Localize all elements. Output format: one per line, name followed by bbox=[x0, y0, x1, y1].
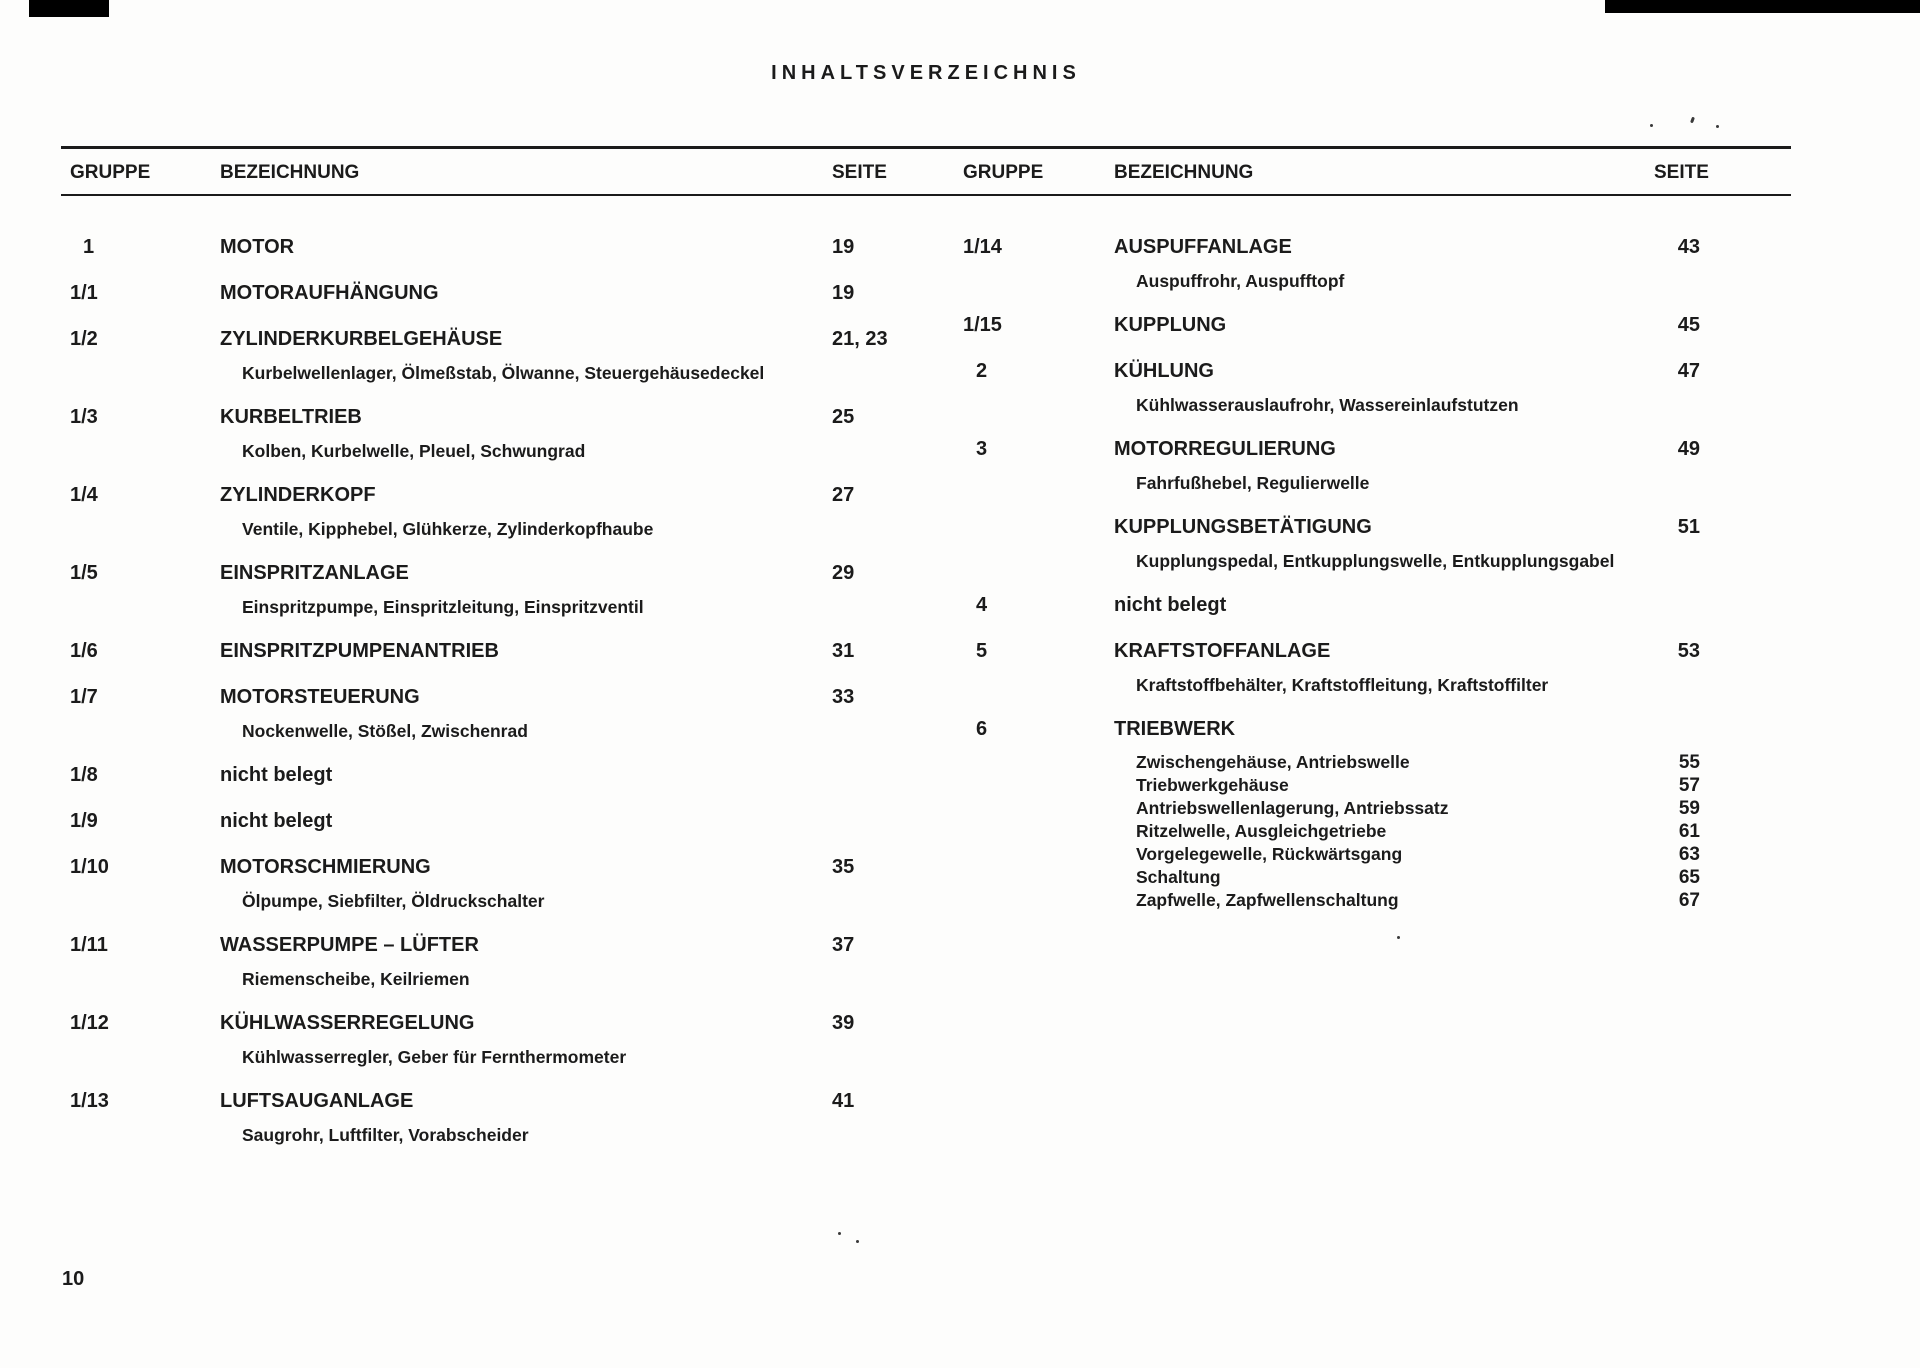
toc-entry bbox=[963, 514, 1700, 572]
toc-entry-row bbox=[70, 326, 932, 352]
toc-entry-row bbox=[70, 1088, 932, 1114]
toc-entry-subline bbox=[963, 751, 1700, 774]
entry-page-number: 19 bbox=[832, 236, 855, 258]
toc-entry bbox=[70, 1088, 932, 1146]
header-gruppe: GRUPPE bbox=[963, 162, 1044, 183]
toc-entry-row bbox=[963, 436, 1700, 462]
entry-group-number: 1 bbox=[83, 236, 95, 258]
entry-group-number: 1/14 bbox=[963, 236, 1002, 258]
entry-group-number: 6 bbox=[976, 718, 988, 740]
entry-group-number: 1/1 bbox=[70, 282, 98, 304]
divider-header bbox=[61, 194, 1791, 196]
entry-title: nicht belegt bbox=[220, 764, 333, 786]
entry-group-spacer bbox=[963, 797, 1114, 820]
entry-page-number: 29 bbox=[832, 562, 855, 584]
entry-page-spacer bbox=[832, 720, 932, 742]
entry-subtitle: Nockenwelle, Stößel, Zwischenrad bbox=[242, 721, 528, 741]
entry-page-number: 31 bbox=[832, 640, 855, 662]
entry-page-number: 41 bbox=[832, 1090, 855, 1112]
entry-page-number: 33 bbox=[832, 686, 855, 708]
entry-page-spacer bbox=[832, 1124, 932, 1146]
entry-group-number: 1/3 bbox=[70, 406, 98, 428]
entry-subtitle: Kurbelwellenlager, Ölmeßstab, Ölwanne, Steuergehäusedeckel bbox=[242, 363, 765, 383]
entry-page-number: 19 bbox=[832, 282, 855, 304]
entry-subtitle: Kolben, Kurbelwelle, Pleuel, Schwungrad bbox=[242, 441, 586, 461]
entry-page-number: 55 bbox=[1678, 752, 1700, 773]
entry-page-number: 57 bbox=[1678, 775, 1700, 796]
scan-noise bbox=[838, 1232, 841, 1235]
entry-group-spacer bbox=[70, 720, 220, 742]
entry-group-spacer bbox=[963, 866, 1114, 889]
toc-entry-subrow bbox=[70, 440, 932, 462]
toc-entry-row bbox=[70, 234, 932, 260]
entry-page-number: 47 bbox=[1677, 360, 1700, 382]
entry-group-spacer bbox=[70, 440, 220, 462]
entry-group-spacer bbox=[963, 270, 1114, 292]
entry-group-number: 4 bbox=[976, 594, 988, 616]
entry-page-spacer bbox=[832, 890, 932, 912]
entry-page-number: 21, 23 bbox=[832, 328, 888, 350]
entry-subtitle: Antriebswellenlagerung, Antriebssatz bbox=[1136, 798, 1449, 818]
entry-page-number: 37 bbox=[832, 934, 855, 956]
toc-entry-subrow bbox=[70, 362, 932, 384]
entry-page-number: 49 bbox=[1677, 438, 1700, 460]
entry-title: KÜHLWASSERREGELUNG bbox=[220, 1012, 475, 1034]
divider-top bbox=[61, 146, 1791, 149]
entry-title: nicht belegt bbox=[1114, 594, 1227, 616]
entry-title: ZYLINDERKOPF bbox=[220, 484, 376, 506]
toc-column-right bbox=[963, 234, 1700, 932]
entry-subtitle: Riemenscheibe, Keilriemen bbox=[242, 969, 470, 989]
entry-title: MOTORSTEUERUNG bbox=[220, 686, 420, 708]
entry-group-number: 5 bbox=[976, 640, 988, 662]
entry-group-number: 1/6 bbox=[70, 640, 98, 662]
toc-entry bbox=[70, 482, 932, 540]
entry-title: MOTORREGULIERUNG bbox=[1114, 438, 1336, 460]
entry-page-number bbox=[832, 762, 932, 788]
toc-entry bbox=[963, 358, 1700, 416]
entry-subtitle: Kühlwasserregler, Geber für Fernthermometer bbox=[242, 1047, 627, 1067]
toc-entry bbox=[963, 716, 1700, 912]
entry-group-spacer bbox=[963, 843, 1114, 866]
header-seite: SEITE bbox=[832, 162, 887, 183]
entry-group-number: 1/7 bbox=[70, 686, 98, 708]
toc-entry-subrow bbox=[70, 968, 932, 990]
toc-entry-row bbox=[963, 592, 1700, 618]
entry-group-spacer bbox=[70, 518, 220, 540]
entry-title: EINSPRITZPUMPENANTRIEB bbox=[220, 640, 499, 662]
page-title: INHALTSVERZEICHNIS bbox=[771, 62, 1081, 84]
header-seite: SEITE bbox=[1654, 162, 1709, 183]
toc-entry-subrow bbox=[963, 394, 1700, 416]
entry-page-number: 51 bbox=[1677, 516, 1700, 538]
header-bezeichnung: BEZEICHNUNG bbox=[220, 162, 360, 183]
entry-group-number: 2 bbox=[976, 360, 988, 382]
entry-group-spacer bbox=[70, 890, 220, 912]
scan-noise bbox=[1650, 124, 1653, 127]
entry-group-number: 1/2 bbox=[70, 328, 98, 350]
entry-subtitle: Ölpumpe, Siebfilter, Öldruckschalter bbox=[242, 891, 545, 911]
toc-entry-subrow bbox=[963, 270, 1700, 292]
entry-subtitle: Zwischengehäuse, Antriebswelle bbox=[1136, 752, 1410, 772]
toc-entry bbox=[70, 762, 932, 788]
entry-title: WASSERPUMPE – LÜFTER bbox=[220, 934, 479, 956]
entry-page-number: 53 bbox=[1677, 640, 1700, 662]
scan-noise bbox=[1716, 125, 1719, 128]
toc-entry-subline bbox=[963, 820, 1700, 843]
entry-page-number: 39 bbox=[832, 1012, 855, 1034]
toc-entry bbox=[70, 234, 932, 260]
toc-entry-row bbox=[70, 404, 932, 430]
entry-group-number: 1/8 bbox=[70, 764, 98, 786]
toc-entry-row bbox=[70, 280, 932, 306]
scan-noise bbox=[1397, 936, 1400, 939]
entry-group-spacer bbox=[963, 751, 1114, 774]
entry-subtitle: Einspritzpumpe, Einspritzleitung, Einspritzventil bbox=[242, 597, 644, 617]
entry-page-number: 67 bbox=[1678, 890, 1700, 911]
entry-page-number: 25 bbox=[832, 406, 855, 428]
entry-page-number: 65 bbox=[1678, 867, 1700, 888]
entry-page-number: 27 bbox=[832, 484, 855, 506]
toc-entry-subrow bbox=[70, 1046, 932, 1068]
entry-page-spacer bbox=[1654, 550, 1700, 572]
entry-group-number: 1/12 bbox=[70, 1012, 109, 1034]
entry-page-number: 61 bbox=[1678, 821, 1700, 842]
toc-entry bbox=[963, 436, 1700, 494]
toc-entry-row bbox=[70, 808, 932, 834]
entry-group-spacer bbox=[70, 1124, 220, 1146]
entry-page-spacer bbox=[832, 440, 932, 462]
entry-group-number: 1/13 bbox=[70, 1090, 109, 1112]
toc-entry bbox=[70, 638, 932, 664]
table-header-right bbox=[963, 160, 1709, 186]
entry-group-spacer bbox=[963, 674, 1114, 696]
toc-entry-row bbox=[963, 716, 1700, 742]
entry-title: ZYLINDERKURBELGEHÄUSE bbox=[220, 328, 503, 350]
toc-entry-subrow bbox=[70, 518, 932, 540]
toc-entry-row bbox=[70, 638, 932, 664]
entry-page-number: 63 bbox=[1678, 844, 1700, 865]
table-header-left bbox=[70, 160, 932, 186]
toc-entry-subline bbox=[963, 866, 1700, 889]
entry-group-spacer bbox=[963, 820, 1114, 843]
scan-artifact bbox=[1605, 0, 1920, 13]
toc-entry-row bbox=[963, 312, 1700, 338]
entry-title: KUPPLUNGSBETÄTIGUNG bbox=[1114, 516, 1372, 538]
toc-entry bbox=[963, 638, 1700, 696]
toc-entry-row bbox=[70, 1010, 932, 1036]
entry-subtitle: Triebwerkgehäuse bbox=[1136, 775, 1289, 795]
toc-entry-subrow bbox=[963, 550, 1700, 572]
entry-title: MOTORSCHMIERUNG bbox=[220, 856, 431, 878]
entry-page-spacer bbox=[832, 1046, 932, 1068]
entry-title: KRAFTSTOFFANLAGE bbox=[1114, 640, 1331, 662]
entry-title: TRIEBWERK bbox=[1114, 718, 1236, 740]
entry-group-spacer bbox=[963, 394, 1114, 416]
entry-page-number bbox=[832, 808, 932, 834]
scan-noise bbox=[856, 1240, 859, 1243]
entry-page-number bbox=[1654, 716, 1700, 742]
entry-page-number: 35 bbox=[832, 856, 855, 878]
header-gruppe: GRUPPE bbox=[70, 162, 151, 183]
toc-entry bbox=[70, 1010, 932, 1068]
entry-group-spacer bbox=[963, 472, 1114, 494]
entry-page-spacer bbox=[832, 596, 932, 618]
entry-group-spacer bbox=[963, 889, 1114, 912]
entry-title: KÜHLUNG bbox=[1114, 360, 1214, 382]
toc-entry-row bbox=[963, 638, 1700, 664]
toc-entry-subrow bbox=[70, 720, 932, 742]
entry-group-number bbox=[963, 514, 1114, 540]
toc-entry bbox=[70, 560, 932, 618]
toc-entry-row bbox=[963, 234, 1700, 260]
page-number: 10 bbox=[62, 1268, 85, 1290]
entry-group-number: 3 bbox=[976, 438, 988, 460]
entry-page-spacer bbox=[1654, 674, 1700, 696]
toc-entry bbox=[70, 404, 932, 462]
toc-entry-row bbox=[70, 684, 932, 710]
entry-subtitle: Fahrfußhebel, Regulierwelle bbox=[1136, 473, 1370, 493]
entry-page-spacer bbox=[832, 968, 932, 990]
entry-title: EINSPRITZANLAGE bbox=[220, 562, 409, 584]
entry-title: AUSPUFFANLAGE bbox=[1114, 236, 1292, 258]
entry-title: KUPPLUNG bbox=[1114, 314, 1227, 336]
entry-subtitle: Vorgelegewelle, Rückwärtsgang bbox=[1136, 844, 1403, 864]
entry-page-spacer bbox=[1654, 472, 1700, 494]
entry-page-spacer bbox=[832, 518, 932, 540]
entry-group-number: 1/15 bbox=[963, 314, 1002, 336]
entry-group-spacer bbox=[70, 596, 220, 618]
entry-subtitle: Kupplungspedal, Entkupplungswelle, Entkupplungsgabel bbox=[1136, 551, 1615, 571]
entry-group-number: 1/9 bbox=[70, 810, 98, 832]
entry-subtitle: Saugrohr, Luftfilter, Vorabscheider bbox=[242, 1125, 529, 1145]
entry-page-number bbox=[1654, 592, 1700, 618]
entry-page-number: 45 bbox=[1677, 314, 1700, 336]
toc-entry-subrow bbox=[70, 596, 932, 618]
entry-subtitle: Auspuffrohr, Auspufftopf bbox=[1136, 271, 1345, 291]
entry-subtitle: Schaltung bbox=[1136, 867, 1221, 887]
toc-entry-row bbox=[963, 358, 1700, 384]
toc-entry-row bbox=[963, 514, 1700, 540]
toc-entry bbox=[70, 280, 932, 306]
entry-page-spacer bbox=[832, 362, 932, 384]
toc-entry-subline bbox=[963, 889, 1700, 912]
entry-group-spacer bbox=[70, 362, 220, 384]
scan-noise bbox=[1690, 117, 1695, 124]
entry-group-number: 1/11 bbox=[70, 934, 108, 956]
toc-entry-subrow bbox=[963, 472, 1700, 494]
toc-entry bbox=[70, 854, 932, 912]
entry-page-number: 59 bbox=[1678, 798, 1700, 819]
entry-page-spacer bbox=[1654, 394, 1700, 416]
toc-entry-subrow bbox=[963, 674, 1700, 696]
toc-entry-row bbox=[70, 560, 932, 586]
entry-subtitle: Ventile, Kipphebel, Glühkerze, Zylinderkopfhaube bbox=[242, 519, 654, 539]
entry-title: MOTORAUFHÄNGUNG bbox=[220, 282, 439, 304]
entry-subtitle: Kühlwasserauslaufrohr, Wassereinlaufstutzen bbox=[1136, 395, 1519, 415]
toc-entry-subrow bbox=[70, 1124, 932, 1146]
entry-group-spacer bbox=[963, 774, 1114, 797]
entry-subtitle: Kraftstoffbehälter, Kraftstoffleitung, Kraftstoffilter bbox=[1136, 675, 1549, 695]
entry-subtitle: Zapfwelle, Zapfwellenschaltung bbox=[1136, 890, 1399, 910]
entry-group-number: 1/5 bbox=[70, 562, 98, 584]
toc-entry bbox=[70, 326, 932, 384]
toc-entry-subline bbox=[963, 797, 1700, 820]
toc-entry bbox=[70, 808, 932, 834]
entry-title: nicht belegt bbox=[220, 810, 333, 832]
header-bezeichnung: BEZEICHNUNG bbox=[1114, 162, 1254, 183]
toc-entry-row bbox=[70, 854, 932, 880]
toc-entry-row bbox=[70, 482, 932, 508]
toc-entry bbox=[963, 592, 1700, 618]
entry-group-number: 1/10 bbox=[70, 856, 109, 878]
toc-entry-subrow bbox=[70, 890, 932, 912]
entry-group-spacer bbox=[70, 968, 220, 990]
entry-group-spacer bbox=[963, 550, 1114, 572]
entry-page-spacer bbox=[1654, 270, 1700, 292]
toc-column-left bbox=[70, 234, 932, 1166]
scan-artifact bbox=[29, 0, 109, 17]
entry-title: KURBELTRIEB bbox=[220, 406, 362, 428]
toc-entry-row bbox=[70, 932, 932, 958]
toc-entry-subline bbox=[963, 843, 1700, 866]
toc-entry bbox=[963, 312, 1700, 338]
toc-entry bbox=[70, 684, 932, 742]
entry-page-number: 43 bbox=[1677, 236, 1700, 258]
toc-entry bbox=[70, 932, 932, 990]
entry-group-spacer bbox=[70, 1046, 220, 1068]
entry-title: MOTOR bbox=[220, 236, 295, 258]
toc-entry-row bbox=[70, 762, 932, 788]
entry-group-number: 1/4 bbox=[70, 484, 98, 506]
toc-entry-subline bbox=[963, 774, 1700, 797]
entry-title: LUFTSAUGANLAGE bbox=[220, 1090, 414, 1112]
toc-entry bbox=[963, 234, 1700, 292]
entry-subtitle: Ritzelwelle, Ausgleichgetriebe bbox=[1136, 821, 1387, 841]
